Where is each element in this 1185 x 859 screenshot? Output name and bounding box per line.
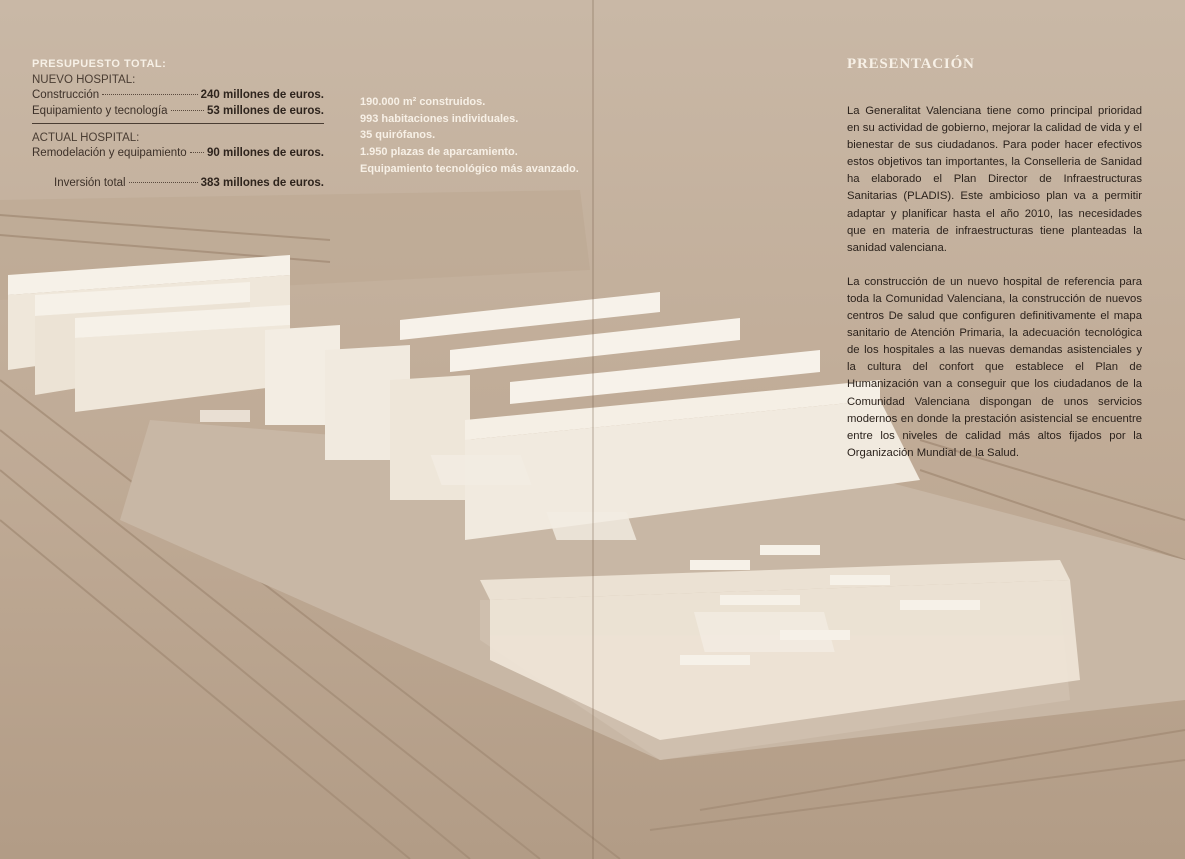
budget-row-value: 53 millones de euros. [207, 105, 324, 117]
budget-heading: PRESUPUESTO TOTAL: [32, 58, 167, 70]
leader-dots [171, 110, 204, 111]
budget-total-value: 383 millones de euros. [200, 177, 324, 189]
presentation-paragraph: La Generalitat Valenciana tiene como principal prioridad en su actividad de gobierno, mejorar la calidad de vida y el bienestar de sus ciudadanos. Para poder hacer efectivos estos objetivos tan importantes, la Conselleria de Sanidad ha elaborado el Plan Director de Infraestructuras Sanitarias (PLADIS). Este ambicioso plan va a permitir adaptar y planificar hasta el año 2010, las necesidades que en materia de infraestructuras tiene planteadas la sanidad valenciana. [847, 105, 1142, 254]
key-facts-list [360, 94, 579, 178]
budget-row-label: Equipamiento y tecnología [32, 105, 168, 117]
budget-row-equipamiento [32, 105, 324, 117]
budget-total [32, 177, 324, 189]
budget-divider [32, 123, 324, 124]
current-hospital-label: ACTUAL HOSPITAL: [32, 132, 140, 144]
presentation-paragraph: La construcción de un nuevo hospital de referencia para toda la Comunidad Valenciana, la construcción de nuevos centros De salud que configuren definitivamente el mapa sanitario de Atención Primaria, la adecuación tecnológica de los hospitales a las nuevas demandas asistenciales y la cultura del confort que establece el Plan de Humanización van a conseguir que los ciudadanos de la Comunidad Valenciana dispongan de unos servicios modernos en donde la prestación asistencial se encuentre entre los niveles de calidad más altos fijados por la Organización Mundial de la Salud. [847, 275, 1142, 459]
budget-row-value: 240 millones de euros. [200, 89, 324, 101]
leader-dots [190, 152, 204, 153]
budget-row-construccion [32, 89, 324, 101]
fact-item: 190.000 m² construidos. [360, 96, 486, 108]
new-hospital-label: NUEVO HOSPITAL: [32, 74, 136, 86]
leader-dots [129, 182, 198, 183]
fact-item: Equipamiento tecnológico más avanzado. [360, 162, 579, 175]
fact-item: 993 habitaciones individuales. [360, 112, 519, 125]
budget-row-remodelacion [32, 147, 324, 159]
budget-row-label: Construcción [32, 89, 100, 101]
budget-row-value: 90 millones de euros. [207, 147, 324, 159]
page-fold [592, 0, 594, 859]
presentation-title: PRESENTACIÓN [847, 56, 975, 72]
leader-dots [102, 94, 198, 95]
budget-summary [32, 58, 324, 193]
budget-row-label: Remodelación y equipamiento [32, 147, 187, 159]
presentation-section [847, 56, 1142, 479]
fact-item: 35 quirófanos. [360, 129, 436, 142]
fact-item: 1.950 plazas de aparcamiento. [360, 146, 518, 159]
budget-total-label: Inversión total [54, 177, 126, 189]
